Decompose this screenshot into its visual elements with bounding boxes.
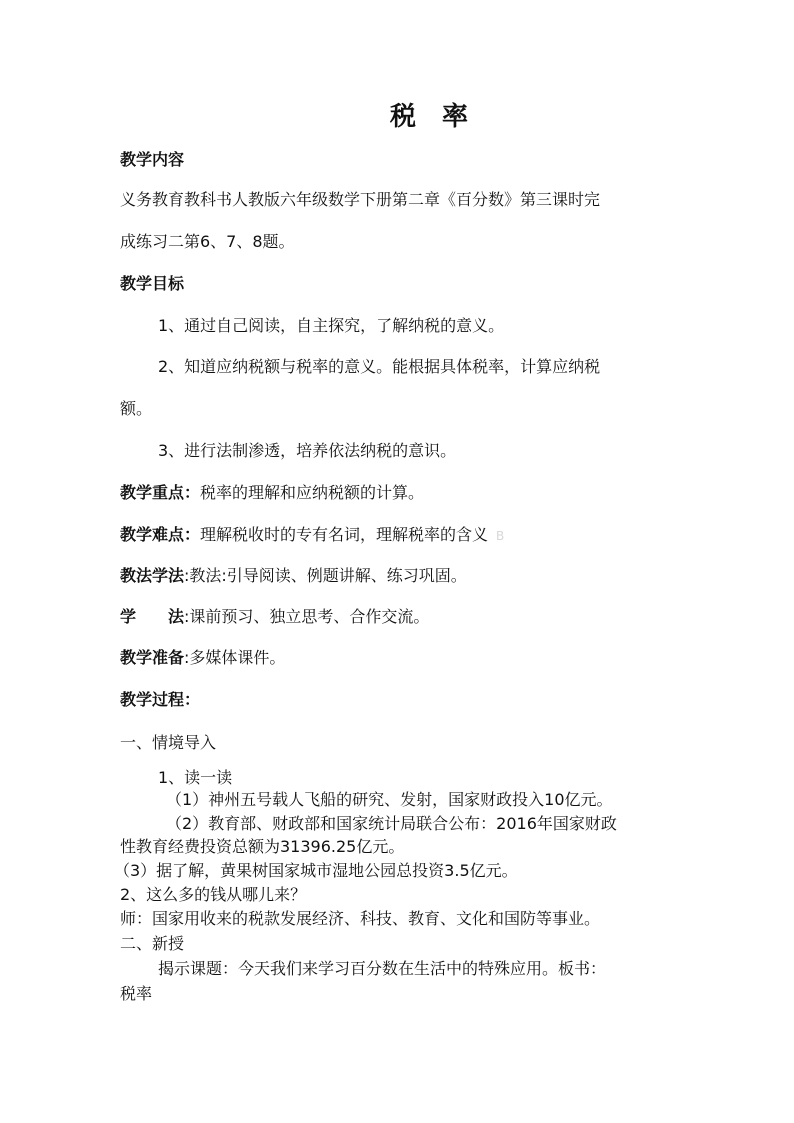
- content-line-2: 成练习二第6、7、8题。: [120, 232, 295, 251]
- item-1: （1）神州五号载人飞船的研究、发射，国家财政投入10亿元。: [166, 790, 613, 809]
- learn-method: [120, 607, 429, 627]
- step-2: 2、这么多的钱从哪儿来？: [120, 885, 307, 904]
- item-3: （3）据了解，黄果树国家城市湿地公园总投资3.5亿元。: [114, 861, 518, 880]
- reveal-line-2: 税率: [120, 984, 153, 1003]
- title-char-2: 率: [442, 102, 469, 132]
- key-point: [120, 483, 424, 503]
- preparation-label: 教学准备: [120, 648, 185, 667]
- learn-method-label: 学 法: [120, 607, 185, 626]
- part-2-heading: 二、新授: [120, 934, 185, 953]
- goal-2-line-2: 额。: [120, 399, 153, 418]
- goal-1: 1、通过自己阅读，自主探究，了解纳税的意义。: [158, 316, 505, 335]
- item-2-line-1: （2）教育部、财政部和国家统计局联合公布：2016年国家财政: [166, 814, 617, 833]
- teacher-line: 师：国家用收来的税款发展经济、科技、教育、文化和国防等事业。: [120, 909, 601, 928]
- goal-2-line-1: 2、知道应纳税额与税率的意义。能根据具体税率，计算应纳税: [158, 357, 601, 376]
- learn-method-text: :课前预习、独立思考、合作交流。: [184, 607, 430, 626]
- goal-3: 3、进行法制渗透，培养依法纳税的意识。: [158, 441, 457, 460]
- page-title: [390, 102, 468, 132]
- preparation: [120, 648, 285, 668]
- difficulty: [120, 525, 504, 546]
- content-line-1: 义务教育教科书人教版六年级数学下册第二章《百分数》第三课时完: [120, 190, 601, 209]
- key-point-text: 税率的理解和应纳税额的计算。: [200, 483, 425, 502]
- title-char-1: 税: [390, 102, 417, 132]
- process-heading: 教学过程：: [120, 690, 201, 709]
- item-2-line-2: 性教育经费投资总额为31396.25亿元。: [120, 837, 405, 856]
- part-1-heading: 一、情境导入: [120, 733, 217, 752]
- step-1: 1、读一读: [158, 768, 233, 787]
- key-point-label: 教学重点：: [120, 483, 201, 502]
- reveal-line-1: 揭示课题：今天我们来学习百分数在生活中的特殊应用。板书：: [158, 959, 607, 978]
- method: [120, 566, 467, 586]
- method-text: :教法:引导阅读、例题讲解、练习巩固。: [184, 566, 467, 585]
- difficulty-label: 教学难点：: [120, 525, 201, 544]
- content-heading: 教学内容: [120, 150, 185, 169]
- goals-heading: 教学目标: [120, 274, 185, 293]
- method-label: 教法学法: [120, 566, 185, 585]
- difficulty-text: 理解税收时的专有名词，理解税率的含义: [200, 525, 489, 544]
- preparation-text: :多媒体课件。: [184, 648, 286, 667]
- faint-mark: B: [496, 529, 505, 543]
